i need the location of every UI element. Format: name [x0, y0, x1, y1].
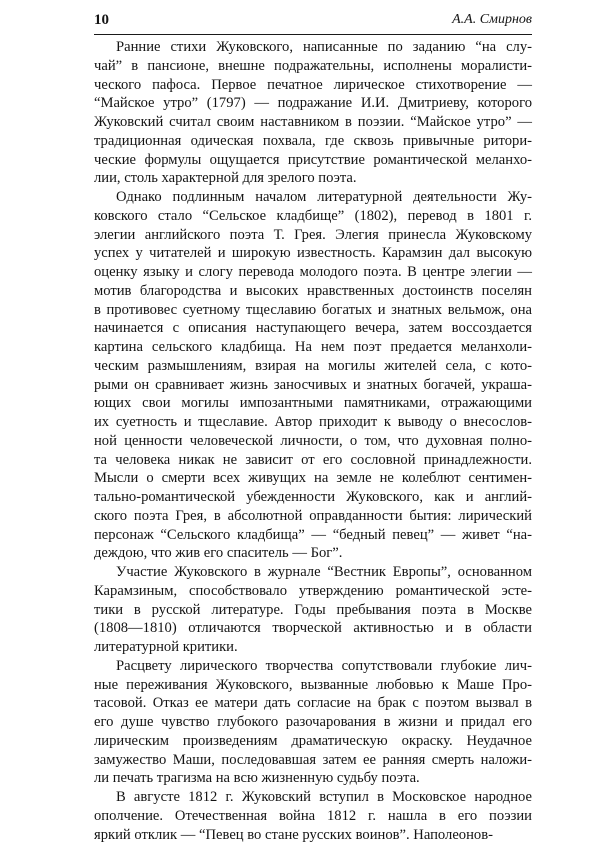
text-line: мотив благородства и высоких нравственных достоинств поселян [94, 282, 532, 301]
text-line: ной ценности человеческой личности, о том, что духовная полно- [94, 432, 532, 451]
text-line: персонаж “Сельского кладбища” — “бедный певец” — живет “на- [94, 526, 532, 545]
text-line: литературной критики. [94, 638, 532, 657]
text-line: ческие формулы ощущается присутствие романтической меланхо- [94, 151, 532, 170]
text-line: “Майское утро” (1797) — подражание И.И. Дмитриеву, которого [94, 94, 532, 113]
text-line: Ранние стихи Жуковского, написанные по заданию “на слу- [94, 38, 532, 57]
text-line: в противовес суетному тщеславию богатых и знатных вельмож, она [94, 301, 532, 320]
text-line: ные переживания Жуковского, вызванные любовью к Маше Про- [94, 676, 532, 695]
text-line: тики в русской литературе. Годы пребывания поэта в Москве [94, 601, 532, 620]
text-line: Жуковский считал своим наставником в поэзии. “Майское утро” — [94, 113, 532, 132]
text-line: яркий отклик — “Певец во стане русских воинов”. Наполеонов- [94, 826, 532, 844]
running-head-author: А.А. Смирнов [452, 12, 532, 28]
text-line: картина сельского кладбища. На нем поэт предается меланхоли- [94, 338, 532, 357]
body-text [94, 38, 532, 844]
text-line: лии, столь характерной для зрелого поэта. [94, 169, 532, 188]
text-line: его душе чувство глубокого разочарования в жизни и придал его [94, 713, 532, 732]
text-line: успех у читателей и широкую известность. Карамзин дал высокую [94, 244, 532, 263]
text-line: ковского стало “Сельское кладбище” (1802), перевод в 1801 г. [94, 207, 532, 226]
text-line: традиционная одическая похвала, где сквозь привычные ритори- [94, 132, 532, 151]
text-line: Расцвету лирического творчества сопутствовали глубокие лич- [94, 657, 532, 676]
text-line: Участие Жуковского в журнале “Вестник Европы”, основанном [94, 563, 532, 582]
text-line: Однако подлинным началом литературной деятельности Жу- [94, 188, 532, 207]
text-line: лирическим произведениям драматическую окраску. Неудачное [94, 732, 532, 751]
text-line: чай” в пансионе, внешне подражательны, исполнены моралисти- [94, 57, 532, 76]
text-line: элегии английского поэта Т. Грея. Элегия принесла Жуковскому [94, 226, 532, 245]
text-line: рыми он сравнивает жизнь заносчивых и знатных богачей, украша- [94, 376, 532, 395]
text-line: деждою, что жив его спаситель — Бог”. [94, 544, 532, 563]
paragraph [94, 563, 532, 657]
text-line: ющих свои могилы импозантными памятниками, отражающими [94, 394, 532, 413]
text-line: Карамзиным, способствовало утверждению романтической эсте- [94, 582, 532, 601]
text-line: их суетность и тщеславие. Автор приходит к выводу о внесослов- [94, 413, 532, 432]
paragraph [94, 38, 532, 188]
text-line: та человека никак не зависит от его сословной принадлежности. [94, 451, 532, 470]
text-line: тально-романтической убежденности Жуковского, как и англий- [94, 488, 532, 507]
text-line: ческого пафоса. Первое печатное лирическое стихотворение — [94, 76, 532, 95]
text-line: ополчение. Отечественная война 1812 г. нашла в его поэзии [94, 807, 532, 826]
text-line: ского поэта Грея, в абсолютной оправданности бытия: лирический [94, 507, 532, 526]
text-line: (1808—1810) отличаются творческой активностью и в области [94, 619, 532, 638]
text-line: оценку языку и слогу перевода молодого поэта. В центре элегии — [94, 263, 532, 282]
text-line: Мысли о смерти всех живущих на земле не колеблют сентимен- [94, 469, 532, 488]
text-line: В августе 1812 г. Жуковский вступил в Московское народное [94, 788, 532, 807]
paragraph [94, 657, 532, 788]
text-line: замужество Маши, последовавшая затем ее ранняя смерть наложи- [94, 751, 532, 770]
text-line: тасовой. Отказ ее матери дать согласие на брак с поэтом вызвал в [94, 694, 532, 713]
page-number: 10 [94, 12, 109, 29]
text-line: ли печать трагизма на всю жизненную судьбу поэта. [94, 769, 532, 788]
paragraph [94, 788, 532, 844]
text-line: начинается с описания наступающего вечера, затем воссоздается [94, 319, 532, 338]
page-header [94, 10, 532, 35]
paragraph [94, 188, 532, 563]
text-line: ческим размышлениям, взирая на могилы жителей села, с кото- [94, 357, 532, 376]
